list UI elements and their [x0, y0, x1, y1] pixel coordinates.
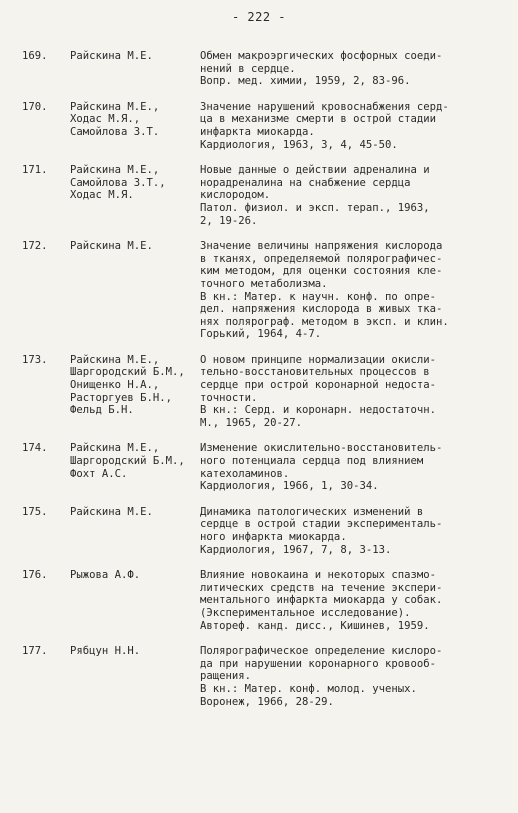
author-name: Шаргородский Б.М., — [70, 455, 185, 468]
citation-line: нений в сердце. — [200, 62, 296, 75]
entry-number: 176. — [22, 569, 48, 582]
entry-citation — [200, 240, 490, 341]
citation-line: сердце при острой коронарной недоста- — [200, 379, 436, 392]
citation-line: Обмен макроэргических фосфорных соеди- — [200, 50, 443, 62]
citation-line: В кн.: Матер. к научн. конф. по опре- — [200, 290, 436, 303]
citation-line: в тканях, определяемой полярографичес- — [200, 252, 443, 265]
entry-authors — [70, 164, 198, 202]
citation-line: инфаркта миокарда. — [200, 125, 315, 138]
entry-authors — [70, 645, 198, 658]
entry-citation — [200, 506, 490, 556]
citation-line: тельно-восстановительных процессов в — [200, 366, 430, 379]
citation-line: ного инфаркта миокарда. — [200, 531, 347, 543]
citation-line: ким методом, для оценки состояния кле- — [200, 265, 443, 278]
citation-line: В кн.: Серд. и коронарн. недостаточн. — [200, 404, 436, 417]
bibliography-entry — [0, 506, 518, 556]
citation-line: катехоламинов. — [200, 467, 290, 480]
bibliography-list — [0, 50, 518, 721]
author-name: Райскина М.Е., — [70, 100, 160, 113]
citation-line: Значение нарушений кровоснабжения серд- — [200, 100, 449, 113]
citation-line: О новом принципе нормализации окисли- — [200, 353, 436, 366]
citation-line: Кардиология, 1967, 7, 8, 3-13. — [200, 543, 392, 556]
bibliography-entry — [0, 442, 518, 492]
citation-line: (Экспериментальное исследование). — [200, 606, 411, 619]
citation-line: дел. напряжения кислорода в живых тка- — [200, 303, 443, 316]
bibliography-entry — [0, 101, 518, 151]
citation-line: литических средств на течение экспери- — [200, 581, 443, 594]
bibliography-entry — [0, 50, 518, 88]
citation-line: Горький, 1964, 4-7. — [200, 328, 322, 341]
bibliography-entry — [0, 569, 518, 632]
page-number: - 222 - — [231, 10, 287, 24]
author-name: Рыжова А.Ф. — [70, 569, 141, 582]
citation-line: В кн.: Матер. конф. молод. ученых. — [200, 682, 417, 695]
entry-citation — [200, 101, 490, 151]
entry-number: 170. — [22, 100, 48, 113]
entry-number: 175. — [22, 505, 48, 518]
entry-citation — [200, 354, 490, 430]
entry-number: 177. — [22, 645, 48, 658]
entry-citation — [200, 50, 490, 88]
bibliography-entry — [0, 164, 518, 227]
entry-number: 171. — [22, 164, 48, 177]
citation-line: Патол. физиол. и эксп. терап., 1963, — [200, 201, 430, 214]
entry-citation — [200, 164, 490, 227]
entry-authors — [70, 569, 198, 582]
author-name: Фохт А.С. — [70, 467, 128, 480]
entry-number: 169. — [22, 50, 48, 62]
entry-authors — [70, 240, 198, 253]
author-name: Ходас М.Я. — [70, 189, 134, 202]
author-name: Райскина М.Е. — [70, 240, 153, 253]
citation-line: ного потенциала сердца под влиянием — [200, 455, 424, 468]
entry-citation — [200, 569, 490, 632]
author-name: Фельд Б.Н. — [70, 404, 134, 417]
citation-line: точного метаболизма. — [200, 277, 328, 290]
author-name: Рябцун Н.Н. — [70, 645, 141, 658]
citation-line: нях полярограф. методом в эксп. и клин. — [200, 315, 449, 328]
citation-line: Полярографическое определение кислоро- — [200, 645, 443, 658]
entry-authors — [70, 354, 198, 417]
citation-line: Изменение окислительно-восстановитель- — [200, 442, 443, 455]
author-name: Райскина М.Е., — [70, 442, 160, 455]
citation-line: Влияние новокаина и некоторых спазмо- — [200, 569, 436, 582]
author-name: Райскина М.Е. — [70, 50, 153, 62]
entry-authors — [70, 506, 198, 519]
bibliography-entry — [0, 645, 518, 708]
author-name: Онищенко Н.А., — [70, 379, 160, 392]
author-name: Расторгуев Б.Н., — [70, 391, 173, 404]
author-name: Ходас М.Я., — [70, 113, 141, 126]
author-name: Шаргородский Б.М., — [70, 366, 185, 379]
citation-line: Автореф. канд. дисс., Кишинев, 1959. — [200, 619, 430, 632]
citation-line: кислородом. — [200, 189, 271, 202]
bibliography-entry — [0, 240, 518, 341]
citation-line: Кардиология, 1966, 1, 30-34. — [200, 480, 379, 493]
citation-line: ращения. — [200, 670, 252, 683]
citation-line: да при нарушении коронарного кровооб- — [200, 657, 436, 670]
author-name: Самойлова З.Т. — [70, 125, 160, 138]
entry-number: 172. — [22, 240, 48, 253]
entry-authors — [70, 442, 198, 480]
citation-line: М., 1965, 20-27. — [200, 416, 303, 429]
citation-line: ментального инфаркта миокарда у собак. — [200, 594, 443, 607]
citation-line: Вопр. мед. химии, 1959, 2, 83-96. — [200, 75, 411, 88]
entry-number: 174. — [22, 442, 48, 455]
author-name: Самойлова З.Т., — [70, 176, 166, 189]
bibliography-entry — [0, 354, 518, 430]
citation-line: сердце в острой стадии эксперименталь- — [200, 518, 443, 531]
author-name: Райскина М.Е., — [70, 353, 160, 366]
citation-line: Динамика патологических изменений в — [200, 505, 424, 518]
citation-line: ца в механизме смерти в острой стадии — [200, 113, 436, 126]
citation-line: 2, 19-26. — [200, 214, 258, 227]
citation-line: Воронеж, 1966, 28-29. — [200, 695, 334, 708]
citation-line: Кардиология, 1963, 3, 4, 45-50. — [200, 138, 398, 151]
citation-line: норадреналина на снабжение сердца — [200, 176, 411, 189]
entry-number: 173. — [22, 353, 48, 366]
author-name: Райскина М.Е. — [70, 505, 153, 518]
entry-authors — [70, 50, 198, 63]
author-name: Райскина М.Е., — [70, 164, 160, 177]
entry-citation — [200, 645, 490, 708]
citation-line: Значение величины напряжения кислорода — [200, 240, 443, 253]
citation-line: точности. — [200, 391, 258, 404]
entry-authors — [70, 101, 198, 139]
entry-citation — [200, 442, 490, 492]
citation-line: Новые данные о действии адреналина и — [200, 164, 430, 177]
